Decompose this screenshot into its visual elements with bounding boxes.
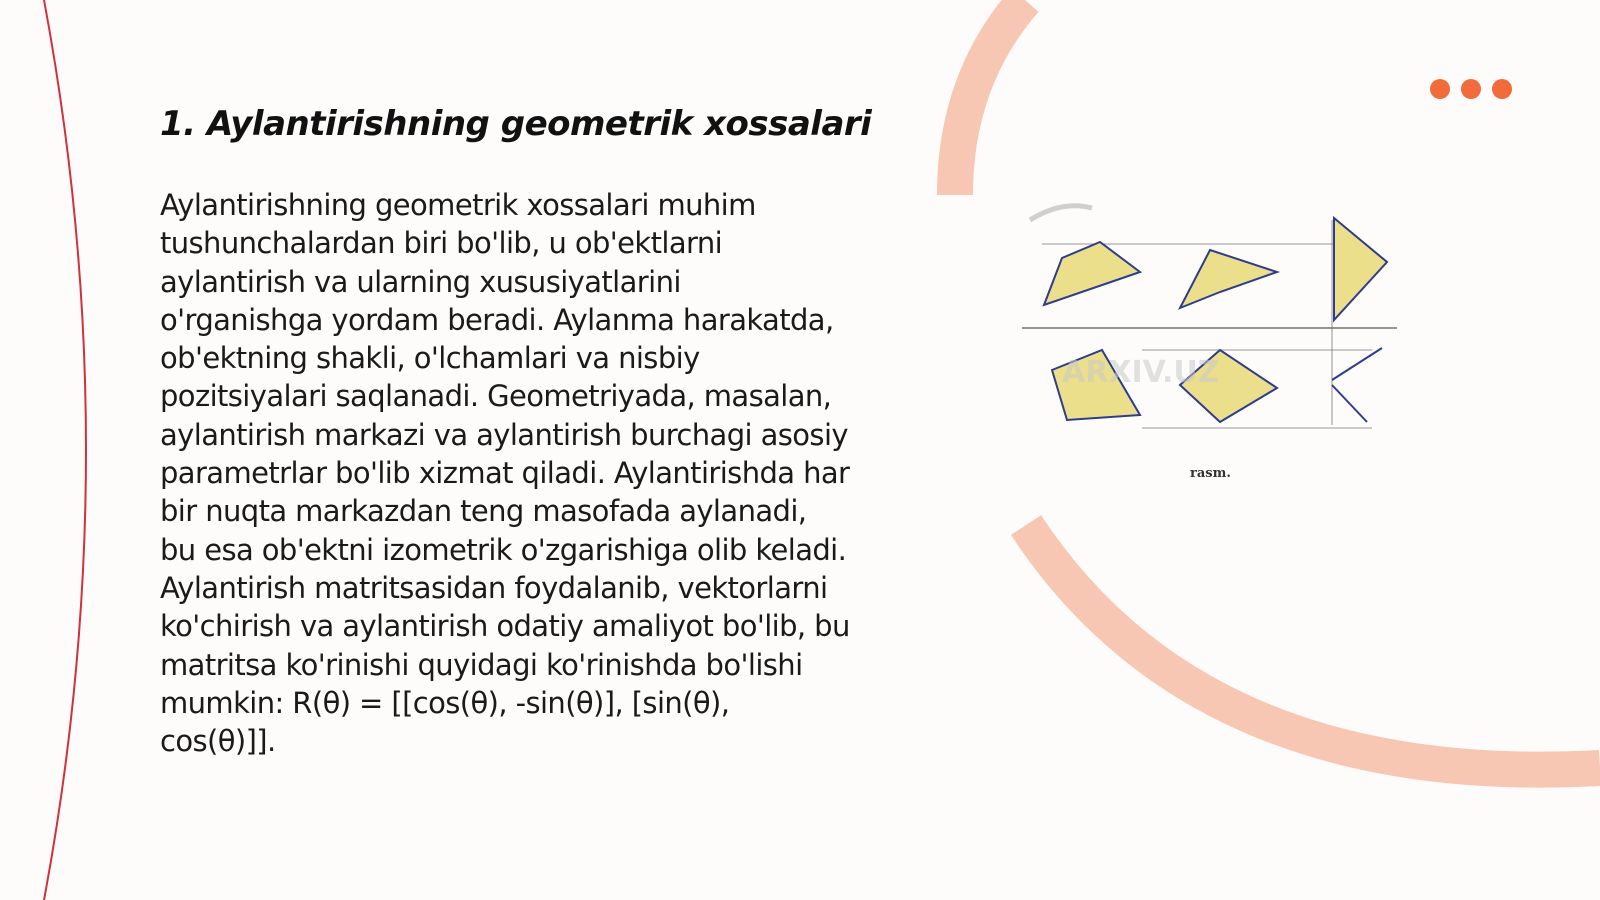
figure-watermark: ARXIV.UZ — [1062, 355, 1220, 390]
decorative-arc-top — [955, 0, 1025, 195]
left-edge-curve — [44, 0, 86, 900]
slide-body-text: Aylantirishning geometrik xossalari muhim tushunchalardan biri bo'lib, u ob'ektlarni aylantirish va ularning xususiyatlarini o'rganishga yordam beradi. Aylanma harakatda, ob'ektning shakli, o'lchamlari va nisbiy pozitsiyalari saqlanadi. Geometriyada, masalan, aylantirish markazi va aylantirish burchagi asosiy parametrlar bo'lib xizmat qiladi. Aylantirishda har bir nuqta markazdan teng masofada aylanadi, bu esa ob'ektni izometrik o'zgarishiga olib keladi. Aylantirish matritsasidan foydalanib, vektorlarni ko'chirish va aylantirish odatiy amaliyot bo'lib, bu matritsa ko'rinishi quyidagi ko'rinishda bo'lishi mumkin: R(θ) = [[cos(θ), -sin(θ)], [sin(θ), cos(θ)]]. — [160, 188, 850, 759]
dot-icon — [1492, 79, 1512, 99]
rotation-diagram — [1022, 200, 1412, 490]
slide-title: 1. Aylantirishning geometrik xossalari — [160, 104, 872, 144]
decorative-arc-bottom — [1026, 525, 1600, 770]
dot-icon — [1430, 79, 1450, 99]
dot-icon — [1461, 79, 1481, 99]
figure-caption: rasm. — [1190, 466, 1231, 481]
menu-dots-icon — [1430, 79, 1512, 99]
rotation-figure — [1022, 200, 1412, 490]
